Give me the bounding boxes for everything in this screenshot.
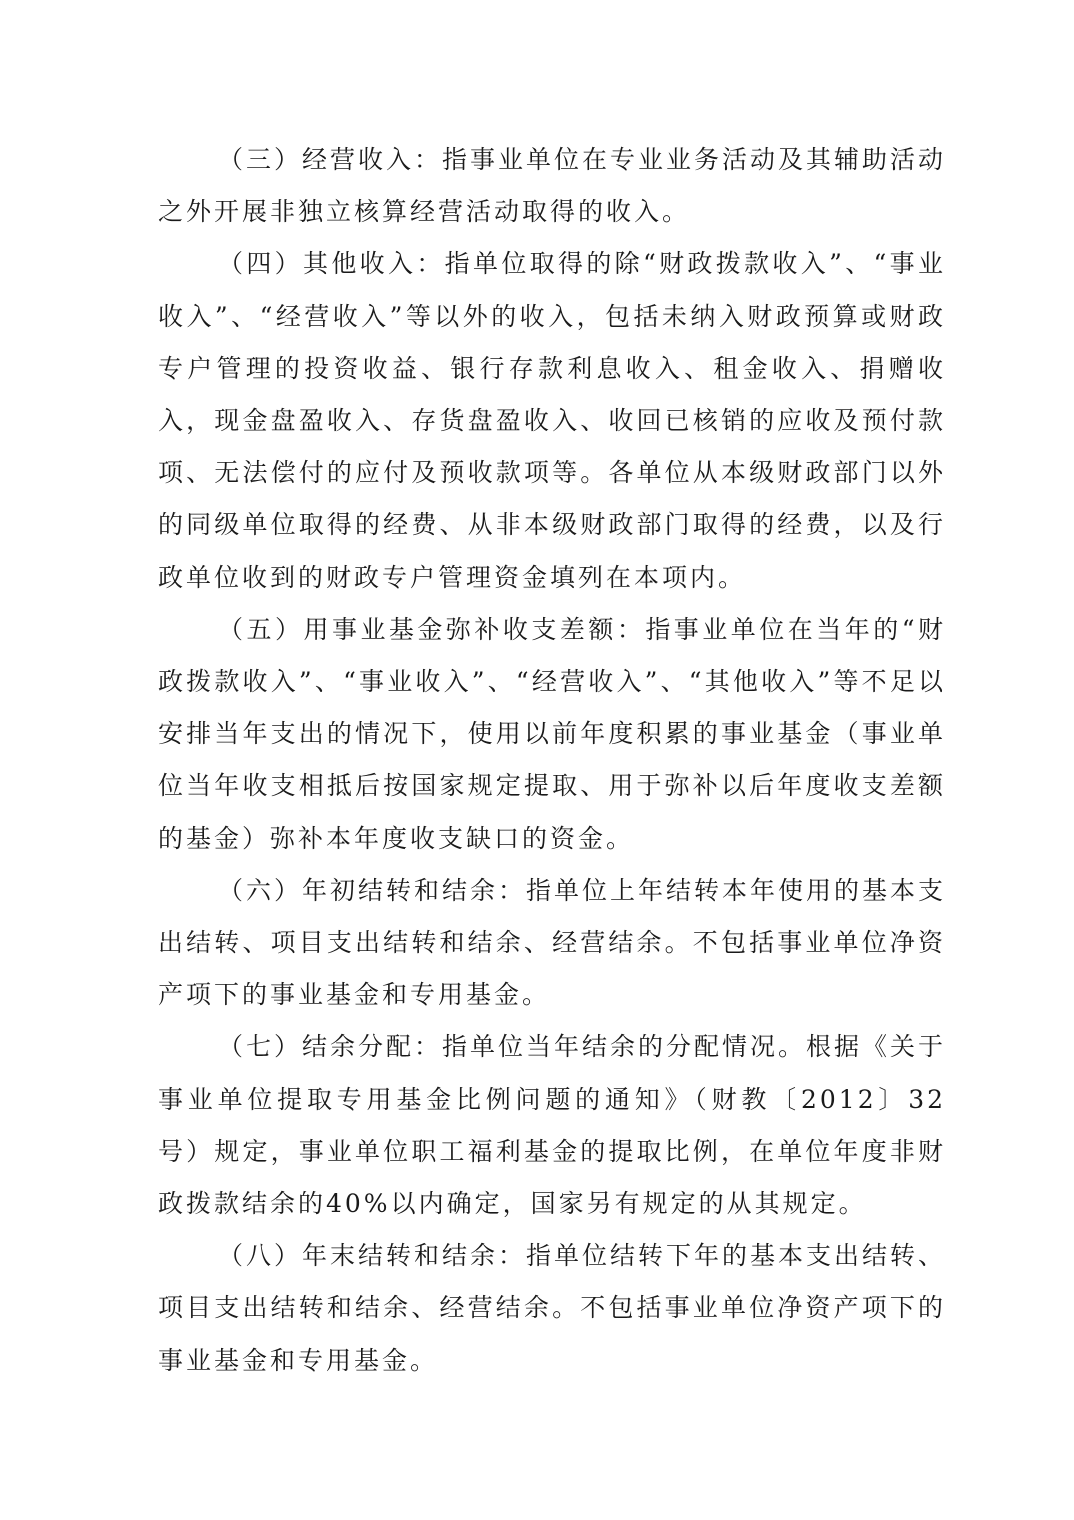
paragraph-business-fund-offset: （五）用事业基金弥补收支差额：指事业单位在当年的“财政拨款收入”、“事业收入”、“经营收入”、“其他收入”等不足以安排当年支出的情况下，使用以前年度积累的事业基金（事业单位当年收支相抵后按国家规定提取、用于弥补以后年度收支差额的基金）弥补本年度收支缺口的资金。 [158,614,946,853]
paragraph-closing-carryover: （八）年末结转和结余：指单位结转下年的基本支出结转、项目支出结转和结余、经营结余。不包括事业单位净资产项下的事业基金和专用基金。 [158,1241,947,1375]
paragraph-surplus-distribution: （七）结余分配：指单位当年结余的分配情况。根据《关于事业单位提取专用基金比例问题的通知》（财教〔2012〕32号）规定，事业单位职工福利基金的提取比例，在单位年度非财政拨款结余的40%以内确定，国家另有规定的从其规定。 [158,1032,947,1219]
paragraph-operating-income: （三）经营收入：指事业单位在专业业务活动及其辅助活动之外开展非独立核算经营活动取得的收入。 [158,145,947,227]
paragraph-opening-carryover: （六）年初结转和结余：指单位上年结转本年使用的基本支出结转、项目支出结转和结余、经营结余。不包括事业单位净资产项下的事业基金和专用基金。 [158,875,947,1010]
paragraph-other-income: （四）其他收入：指单位取得的除“财政拨款收入”、“事业收入”、“经营收入”等以外的收入，包括未纳入财政预算或财政专户管理的投资收益、银行存款利息收入、租金收入、捐赠收入，现金盘盈收入、存货盘盈收入、收回已核销的应收及预付款项、无法偿付的应付及预收款项等。各单位从本级财政部门以外的同级单位取得的经费、从非本级财政部门取得的经费，以及行政单位收到的财政专户管理资金填列在本项内。 [158,249,946,592]
